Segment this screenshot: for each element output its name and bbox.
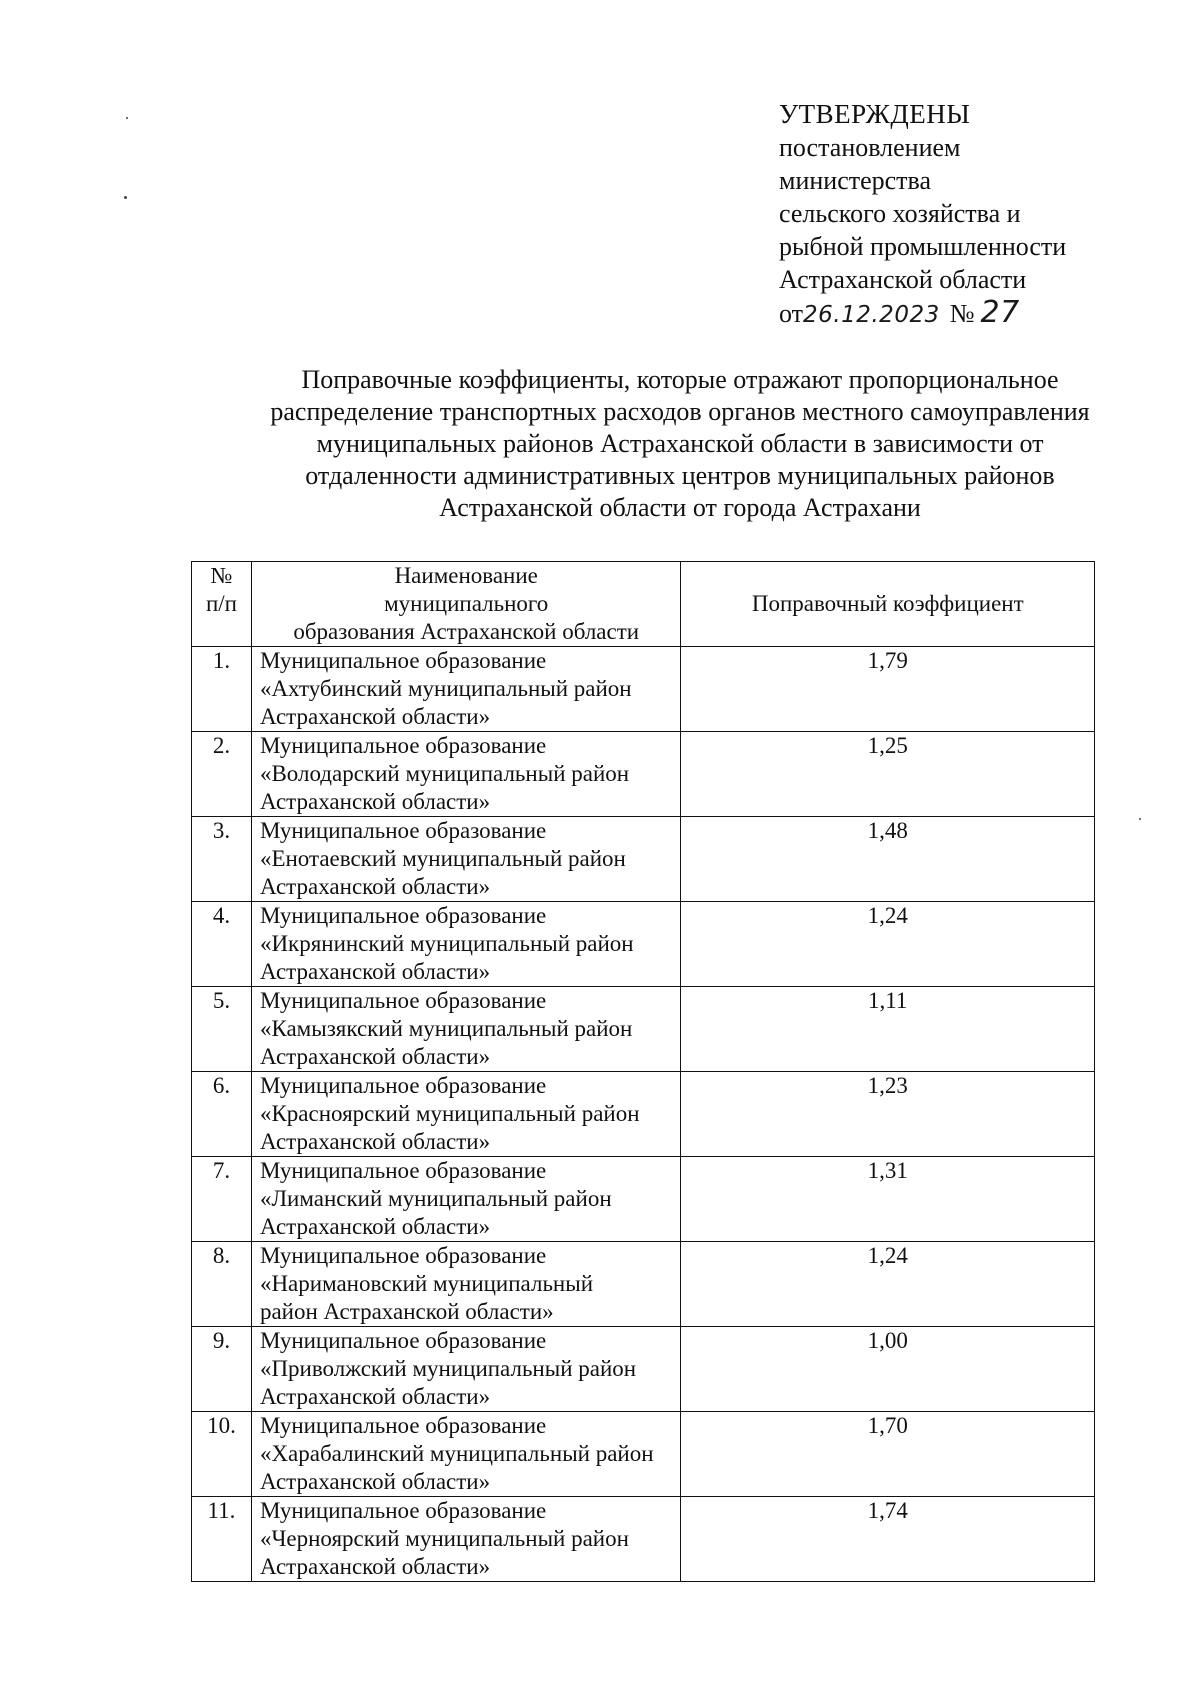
handwritten-date: 26.12.2023 (803, 302, 940, 328)
municipality-name-line: Муниципальное образование (259, 1413, 547, 1438)
title-line: Поправочные коэффициенты, которые отражают пропорциональное (301, 365, 1059, 394)
header-name-line: муниципального (384, 591, 549, 616)
approval-line: Астраханской области (779, 265, 1027, 294)
scan-speck (1139, 818, 1141, 820)
municipality-name-line: Астраханской области» (259, 1129, 491, 1154)
municipality-name-line: район Астраханской области» (259, 1299, 554, 1324)
table-row (192, 902, 1095, 987)
municipality-name-line: «Камызякский муниципальный район (259, 1016, 633, 1041)
municipality-name-line: «Володарский муниципальный район (259, 761, 630, 786)
municipality-name-line: Муниципальное образование (259, 1328, 547, 1353)
row-number: 1. (192, 647, 252, 732)
row-municipality-name (251, 987, 681, 1072)
municipality-name-line: Муниципальное образование (259, 1073, 547, 1098)
row-coefficient: 1,31 (681, 1157, 1095, 1242)
row-number: 10. (192, 1412, 252, 1497)
scan-speck (124, 196, 127, 199)
municipality-name-line: Астраханской области» (259, 1384, 491, 1409)
municipality-name-line: Муниципальное образование (259, 818, 547, 843)
row-municipality-name (251, 902, 681, 987)
table-header-row (192, 562, 1095, 647)
approval-block (779, 98, 1139, 332)
row-municipality-name (251, 1327, 681, 1412)
row-coefficient: 1,79 (681, 647, 1095, 732)
header-number (192, 562, 252, 647)
municipality-name-line: «Черноярский муниципальный район (259, 1526, 629, 1551)
table-row (192, 1497, 1095, 1582)
municipality-name-line: Астраханской области» (259, 704, 491, 729)
municipality-name-line: Муниципальное образование (259, 733, 547, 758)
row-coefficient: 1,24 (681, 1242, 1095, 1327)
municipality-name-line: Астраханской области» (259, 1469, 491, 1494)
row-municipality-name (251, 1072, 681, 1157)
municipality-name-line: Астраханской области» (259, 959, 491, 984)
header-name (251, 562, 681, 647)
municipality-name-line: Муниципальное образование (259, 988, 547, 1013)
row-coefficient: 1,48 (681, 817, 1095, 902)
table-row (192, 1412, 1095, 1497)
row-number: 2. (192, 732, 252, 817)
date-prefix: от (779, 299, 804, 328)
title-line: распределение транспортных расходов органов местного самоуправления (270, 397, 1090, 426)
municipality-name-line: «Харабалинский муниципальный район (259, 1441, 654, 1466)
row-coefficient: 1,11 (681, 987, 1095, 1072)
handwritten-number: 27 (980, 295, 1020, 330)
municipality-name-line: Муниципальное образование (259, 648, 547, 673)
municipality-name-line: Астраханской области» (259, 1554, 491, 1579)
municipality-name-line: «Енотаевский муниципальный район (259, 846, 626, 871)
row-coefficient: 1,25 (681, 732, 1095, 817)
row-number: 9. (192, 1327, 252, 1412)
row-coefficient: 1,23 (681, 1072, 1095, 1157)
title-line: отдаленности административных центров муниципальных районов (305, 461, 1055, 490)
table-row (192, 1242, 1095, 1327)
row-number: 6. (192, 1072, 252, 1157)
approval-line: министерства (779, 166, 932, 195)
table-row (192, 1327, 1095, 1412)
table-row (192, 987, 1095, 1072)
title-line: муниципальных районов Астраханской области в зависимости от (316, 429, 1044, 458)
header-name-line: Наименование (394, 563, 538, 588)
scan-speck (126, 117, 128, 119)
table-row (192, 1072, 1095, 1157)
table-row (192, 1157, 1095, 1242)
municipality-name-line: «Наримановский муниципальный (259, 1271, 593, 1296)
approval-title: УТВЕРЖДЕНЫ (779, 99, 971, 129)
row-coefficient: 1,74 (681, 1497, 1095, 1582)
table-row (192, 817, 1095, 902)
approval-line: постановлением (779, 133, 961, 162)
row-coefficient: 1,70 (681, 1412, 1095, 1497)
municipality-name-line: Астраханской области» (259, 1214, 491, 1239)
municipality-name-line: «Лиманский муниципальный район (259, 1186, 612, 1211)
header-number-line: п/п (205, 591, 237, 616)
table-row (192, 647, 1095, 732)
row-number: 4. (192, 902, 252, 987)
municipality-name-line: «Ахтубинский муниципальный район (259, 676, 632, 701)
title-line: Астраханской области от города Астрахани (439, 493, 921, 522)
header-number-line: № (210, 563, 233, 588)
municipality-name-line: Муниципальное образование (259, 903, 547, 928)
row-coefficient: 1,24 (681, 902, 1095, 987)
number-sign: № (949, 299, 975, 328)
row-municipality-name (251, 1242, 681, 1327)
municipality-name-line: «Приволжский муниципальный район (259, 1356, 637, 1381)
coefficients-table (191, 561, 1095, 1582)
municipality-name-line: «Красноярский муниципальный район (259, 1101, 640, 1126)
row-municipality-name (251, 647, 681, 732)
municipality-name-line: «Икрянинский муниципальный район (259, 931, 634, 956)
row-coefficient: 1,00 (681, 1327, 1095, 1412)
row-municipality-name (251, 732, 681, 817)
municipality-name-line: Муниципальное образование (259, 1158, 547, 1183)
municipality-name-line: Астраханской области» (259, 789, 491, 814)
header-name-line: образования Астраханской области (293, 619, 640, 644)
approval-date-line (779, 296, 1139, 332)
row-number: 5. (192, 987, 252, 1072)
row-municipality-name (251, 817, 681, 902)
document-title (200, 364, 1160, 524)
municipality-name-line: Муниципальное образование (259, 1498, 547, 1523)
municipality-name-line: Муниципальное образование (259, 1243, 547, 1268)
municipality-name-line: Астраханской области» (259, 874, 491, 899)
approval-line: сельского хозяйства и (779, 199, 1021, 228)
row-number: 11. (192, 1497, 252, 1582)
row-municipality-name (251, 1412, 681, 1497)
municipality-name-line: Астраханской области» (259, 1044, 491, 1069)
approval-line: рыбной промышленности (779, 232, 1067, 261)
header-coefficient: Поправочный коэффициент (681, 562, 1095, 647)
row-municipality-name (251, 1497, 681, 1582)
table-row (192, 732, 1095, 817)
row-number: 7. (192, 1157, 252, 1242)
row-municipality-name (251, 1157, 681, 1242)
row-number: 3. (192, 817, 252, 902)
row-number: 8. (192, 1242, 252, 1327)
